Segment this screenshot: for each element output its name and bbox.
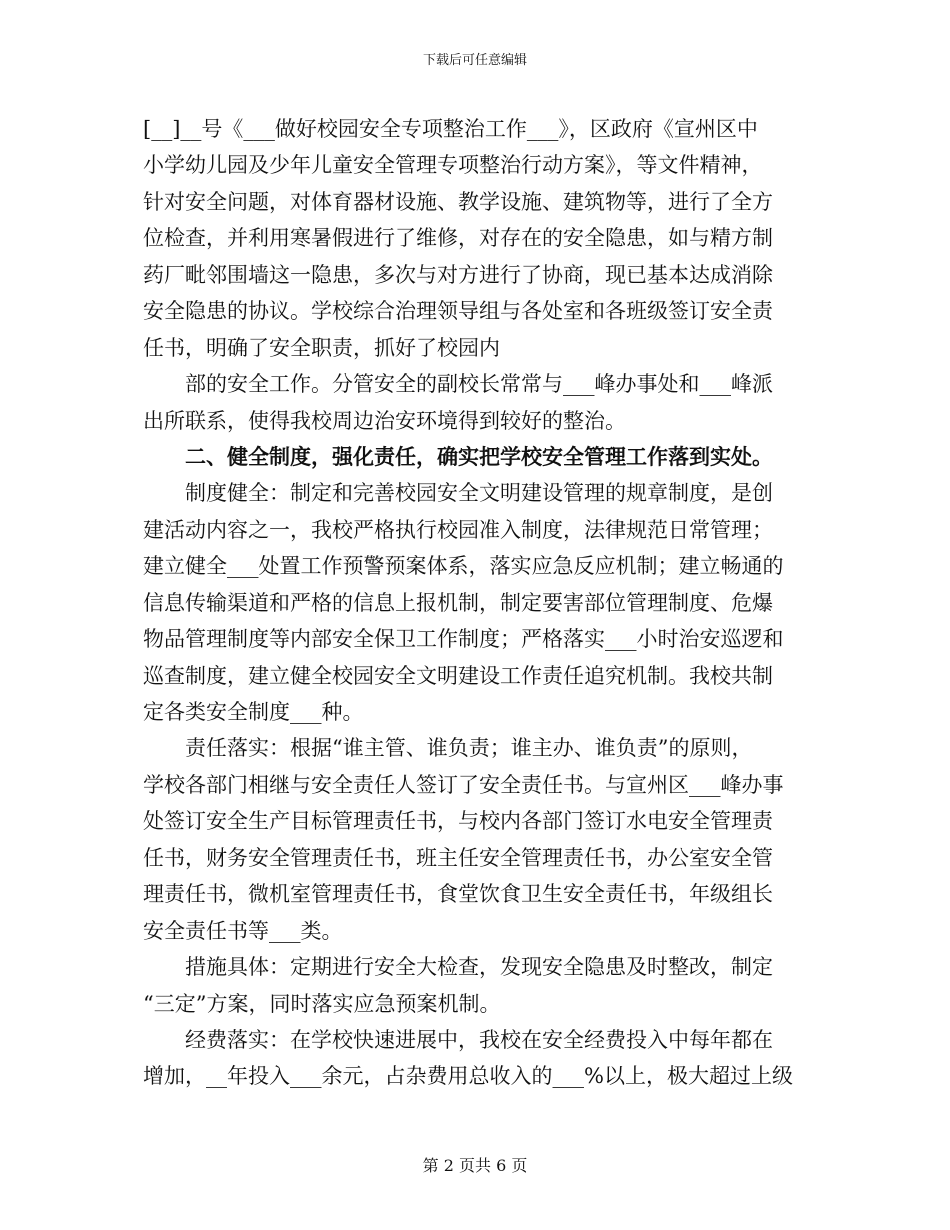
text-line: 处签订安全生产目标管理责任书，与校内各部门签订水电安全管理责 [143,809,773,834]
text-line: 经费落实：在学校快速进展中，我校在安全经费投入中每年都在 [143,1027,773,1052]
document-body [143,111,808,1095]
text-line: 学校各部门相继与安全责任人签订了安全责任书。与宣州区___峰办事 [143,772,784,797]
text-line: 信息传输渠道和严格的信息上报机制，制定要害部位管理制度、危爆 [143,590,773,615]
text-line: 安全隐患的协议。学校综合治理领导组与各处室和各班级签订安全责 [143,299,773,324]
text-line: 巡查制度，建立健全校园安全文明建设工作责任追究机制。我校共制 [143,663,773,688]
text-line: 增加，__年投入___余元，占杂费用总收入的___%以上，极大超过上级 [143,1064,793,1089]
text-line: 位检查，并利用寒暑假进行了维修，对存在的安全隐患，如与精方制 [143,226,773,251]
text-line: 物品管理制度等内部安全保卫工作制度；严格落实___小时治安巡逻和 [143,627,784,652]
text-line: 任书，明确了安全职责，抓好了校园内 [143,335,500,360]
text-line: 部的安全工作。分管安全的副校长常常与___峰办事处和___峰派 [143,372,773,397]
page-header: 下载后可任意编辑 [422,53,527,68]
text-line: [__]__号《___做好校园安全专项整治工作___》，区政府《宣州区中 [143,117,758,141]
text-line: 针对安全问题，对体育器材设施、教学设施、建筑物等，进行了全方 [143,189,773,214]
text-line: 制度健全：制定和完善校园安全文明建设管理的规章制度，是创 [143,481,773,506]
text-line: “三定”方案，同时落实应急预案机制。 [143,991,501,1016]
text-line: 责任落实：根据“谁主管、谁负责；谁主办、谁负责”的原则， [143,736,753,761]
text-line: 理责任书，微机室管理责任书，食堂饮食卫生安全责任书，年级组长 [143,882,773,907]
text-line: 出所联系，使得我校周边治安环境得到较好的整治。 [143,408,626,433]
text-line: 安全责任书等___类。 [143,918,343,943]
text-line: 定各类安全制度___种。 [143,700,364,724]
text-line: 小学幼儿园及少年儿童安全管理专项整治行动方案》，等文件精神， [143,153,763,178]
text-line: 建立健全___处置工作预警预案体系，落实应急反应机制；建立畅通的 [143,554,784,579]
section-heading-line: 二、健全制度，强化责任，确实把学校安全管理工作落到实处。 [143,443,773,469]
text-line: 建活动内容之一，我校严格执行校园准入制度，法律规范日常管理； [143,517,773,542]
text-line: 措施具体：定期进行安全大检查，发现安全隐患及时整改，制定 [143,955,773,980]
page-footer: 第 2 页共 6 页 [422,1156,528,1175]
text-line: 药厂毗邻围墙这一隐患，多次与对方进行了协商，现已基本达成消除 [143,262,773,287]
text-line: 任书，财务安全管理责任书，班主任安全管理责任书，办公室安全管 [143,845,773,870]
